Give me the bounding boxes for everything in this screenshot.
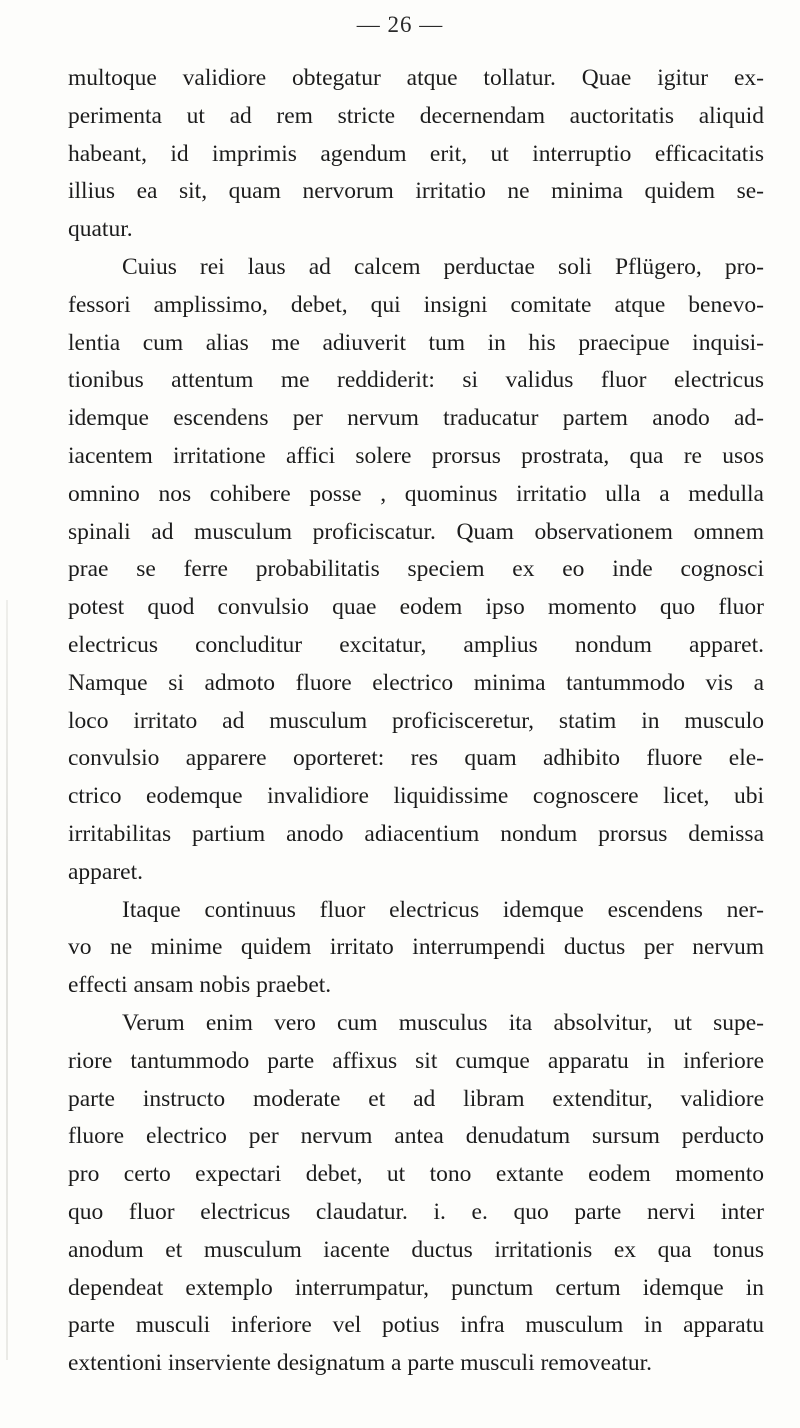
text-line: effecti ansam nobis praebet. [68, 972, 332, 999]
text-line: parte instructo moderate et ad libram extenditur, validiore [68, 1085, 764, 1112]
text-line: anodum et musculum iacente ductus irritationis ex qua tonus [68, 1236, 764, 1263]
text-line: parte musculi inferiore vel potius infra musculum in apparatu [68, 1312, 764, 1339]
text-line: multoque validiore obtegatur atque tollatur. Quae igitur ex- [68, 65, 764, 91]
text-line: perimenta ut ad rem stricte decernendam auctoritatis aliquid [68, 102, 764, 129]
text-line: prae se ferre probabilitatis speciem ex eo inde cognosci [68, 556, 764, 583]
text-line: irritabilitas partium anodo adiacentium nondum prorsus demissa [68, 820, 764, 847]
text-line: illius ea sit, quam nervorum irritatio ne minima quidem se- [68, 178, 764, 205]
text-line: ctrico eodemque invalidiore liquidissime cognoscere licet, ubi [68, 783, 764, 810]
text-line: Namque si admoto fluore electrico minima tantummodo vis a [68, 669, 764, 696]
text-line: potest quod convulsio quae eodem ipso momento quo fluor [68, 594, 764, 621]
text-line: dependeat extemplo interrumpatur, punctum certum idemque in [68, 1274, 764, 1301]
body-text [68, 60, 764, 1383]
text-line: idemque escendens per nervum traducatur partem anodo ad- [68, 405, 764, 432]
text-line: apparet. [68, 858, 144, 885]
text-line: vo ne minime quidem irritato interrumpendi ductus per nervum [68, 934, 764, 961]
text-line: iacentem irritatione affici solere prorsus prostrata, qua re usos [68, 442, 764, 469]
text-line: riore tantummodo parte affixus sit cumque apparatu in inferiore [68, 1047, 764, 1074]
page-number: — 26 — [356, 12, 444, 37]
text-line: omnino nos cohibere posse , quominus irritatio ulla a medulla [68, 480, 764, 507]
text-line: lentia cum alias me adiuverit tum in his praecipue inquisi- [68, 329, 764, 356]
text-line: Verum enim vero cum musculus ita absolvitur, ut supe- [122, 1009, 764, 1036]
text-line: quatur. [68, 216, 133, 243]
text-line: extentioni inserviente designatum a parte musculi removeatur. [68, 1350, 653, 1377]
text-line: Itaque continuus fluor electricus idemque escendens ner- [122, 896, 764, 923]
text-line: pro certo expectari debet, ut tono extante eodem momento [68, 1161, 764, 1188]
text-line: electricus concluditur excitatur, amplius nondum apparet. [68, 631, 764, 658]
text-line: quo fluor electricus claudatur. i. e. quo parte nervi inter [68, 1198, 764, 1225]
text-line: fluore electrico per nervum antea denudatum sursum perducto [68, 1123, 764, 1150]
text-line: tionibus attentum me reddiderit: si validus fluor electricus [68, 367, 764, 394]
text-line: habeant, id imprimis agendum erit, ut interruptio efficacitatis [68, 140, 764, 167]
text-line: fessori amplissimo, debet, qui insigni comitate atque benevo- [68, 291, 764, 318]
text-line: Cuius rei laus ad calcem perductae soli Pflügero, pro- [122, 253, 764, 280]
text-line: convulsio apparere oporteret: res quam adhibito fluore ele- [68, 745, 764, 772]
page-edge-shadow [6, 600, 8, 1360]
text-line: loco irritato ad musculum proficisceretur, statim in musculo [68, 707, 764, 734]
text-line: spinali ad musculum proficiscatur. Quam observationem omnem [68, 518, 764, 545]
